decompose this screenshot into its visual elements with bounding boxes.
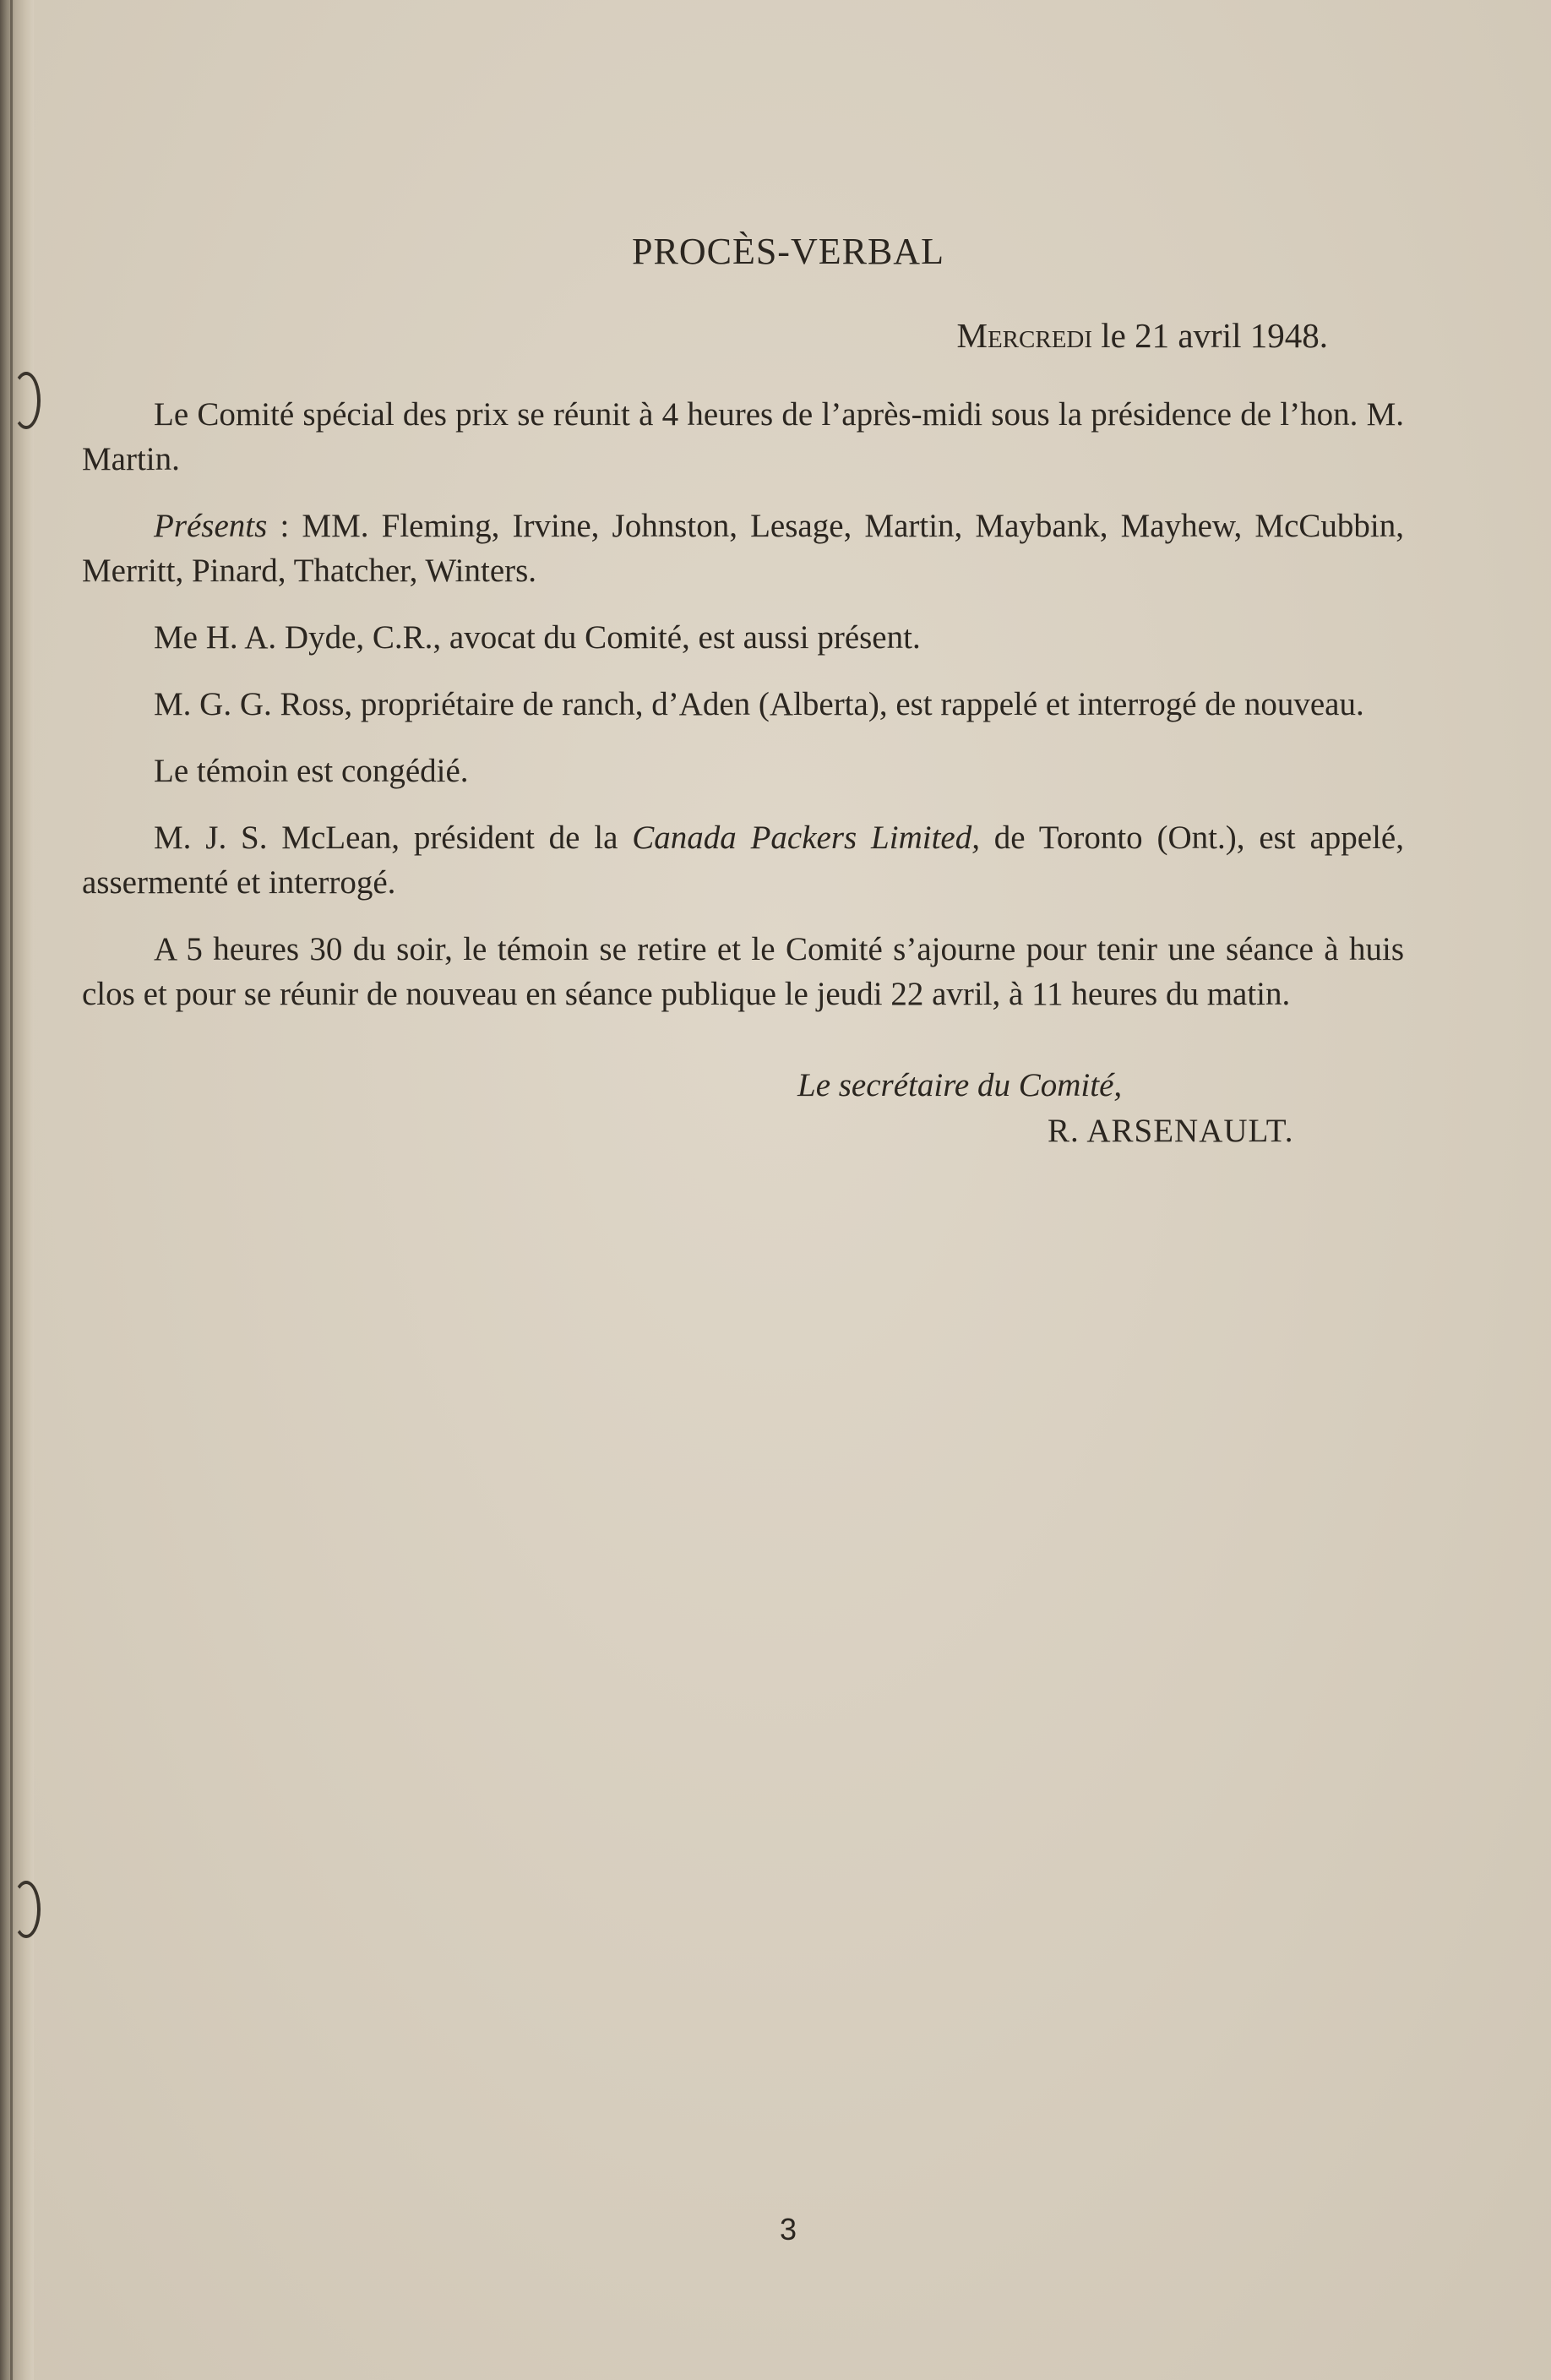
signature-block xyxy=(797,1063,1293,1154)
dateline-date: le 21 avril 1948. xyxy=(1092,316,1328,355)
dateline xyxy=(957,315,1329,356)
paragraph-witness-ross: M. G. G. Ross, propriétaire de ranch, d’Aden (Alberta), est rappelé et interrogé de nouveau. xyxy=(154,686,1364,722)
binding-line xyxy=(10,0,13,2380)
presents-separator: : xyxy=(267,508,302,544)
minutes-body xyxy=(82,392,1404,1038)
paragraph-dismissed: Le témoin est congédié. xyxy=(154,753,469,789)
page-title: PROCÈS-VERBAL xyxy=(632,231,944,272)
paragraph-counsel: Me H. A. Dyde, C.R., avocat du Comité, est aussi présent. xyxy=(154,619,921,656)
signature-role: Le secrétaire du Comité, xyxy=(797,1067,1123,1103)
page-binding-edge xyxy=(0,0,34,2380)
mclean-company: Canada Packers Limited, xyxy=(632,820,980,856)
page-number: 3 xyxy=(779,2212,797,2247)
staple-icon xyxy=(12,372,41,429)
presents-label: Présents xyxy=(154,508,268,544)
paragraph-mclean xyxy=(82,815,1404,905)
mclean-intro: M. J. S. McLean, président de la xyxy=(154,820,633,856)
signature-name: R. ARSENAULT. xyxy=(1048,1113,1294,1149)
staple-icon xyxy=(12,1881,41,1938)
presents-members: MM. Fleming, Irvine, Johnston, Lesage, Martin, Maybank, Mayhew, McCubbin, Merritt, Pinard, Thatcher, Winters. xyxy=(82,508,1404,589)
paragraph-opening: Le Comité spécial des prix se réunit à 4 heures de l’après-midi sous la présidence de l’hon. M. Martin. xyxy=(82,396,1404,477)
mclean-rest: de Toronto (Ont.), est appelé, assermenté et interrogé. xyxy=(82,820,1404,901)
dateline-weekday: Mercredi xyxy=(956,316,1093,355)
paragraph-presents xyxy=(82,504,1404,593)
paragraph-adjourn: A 5 heures 30 du soir, le témoin se retire et le Comité s’ajourne pour tenir une séance à huis clos et pour se réunir de nouveau en séance publique le jeudi 22 avril, à 11 heures du matin. xyxy=(82,931,1404,1012)
